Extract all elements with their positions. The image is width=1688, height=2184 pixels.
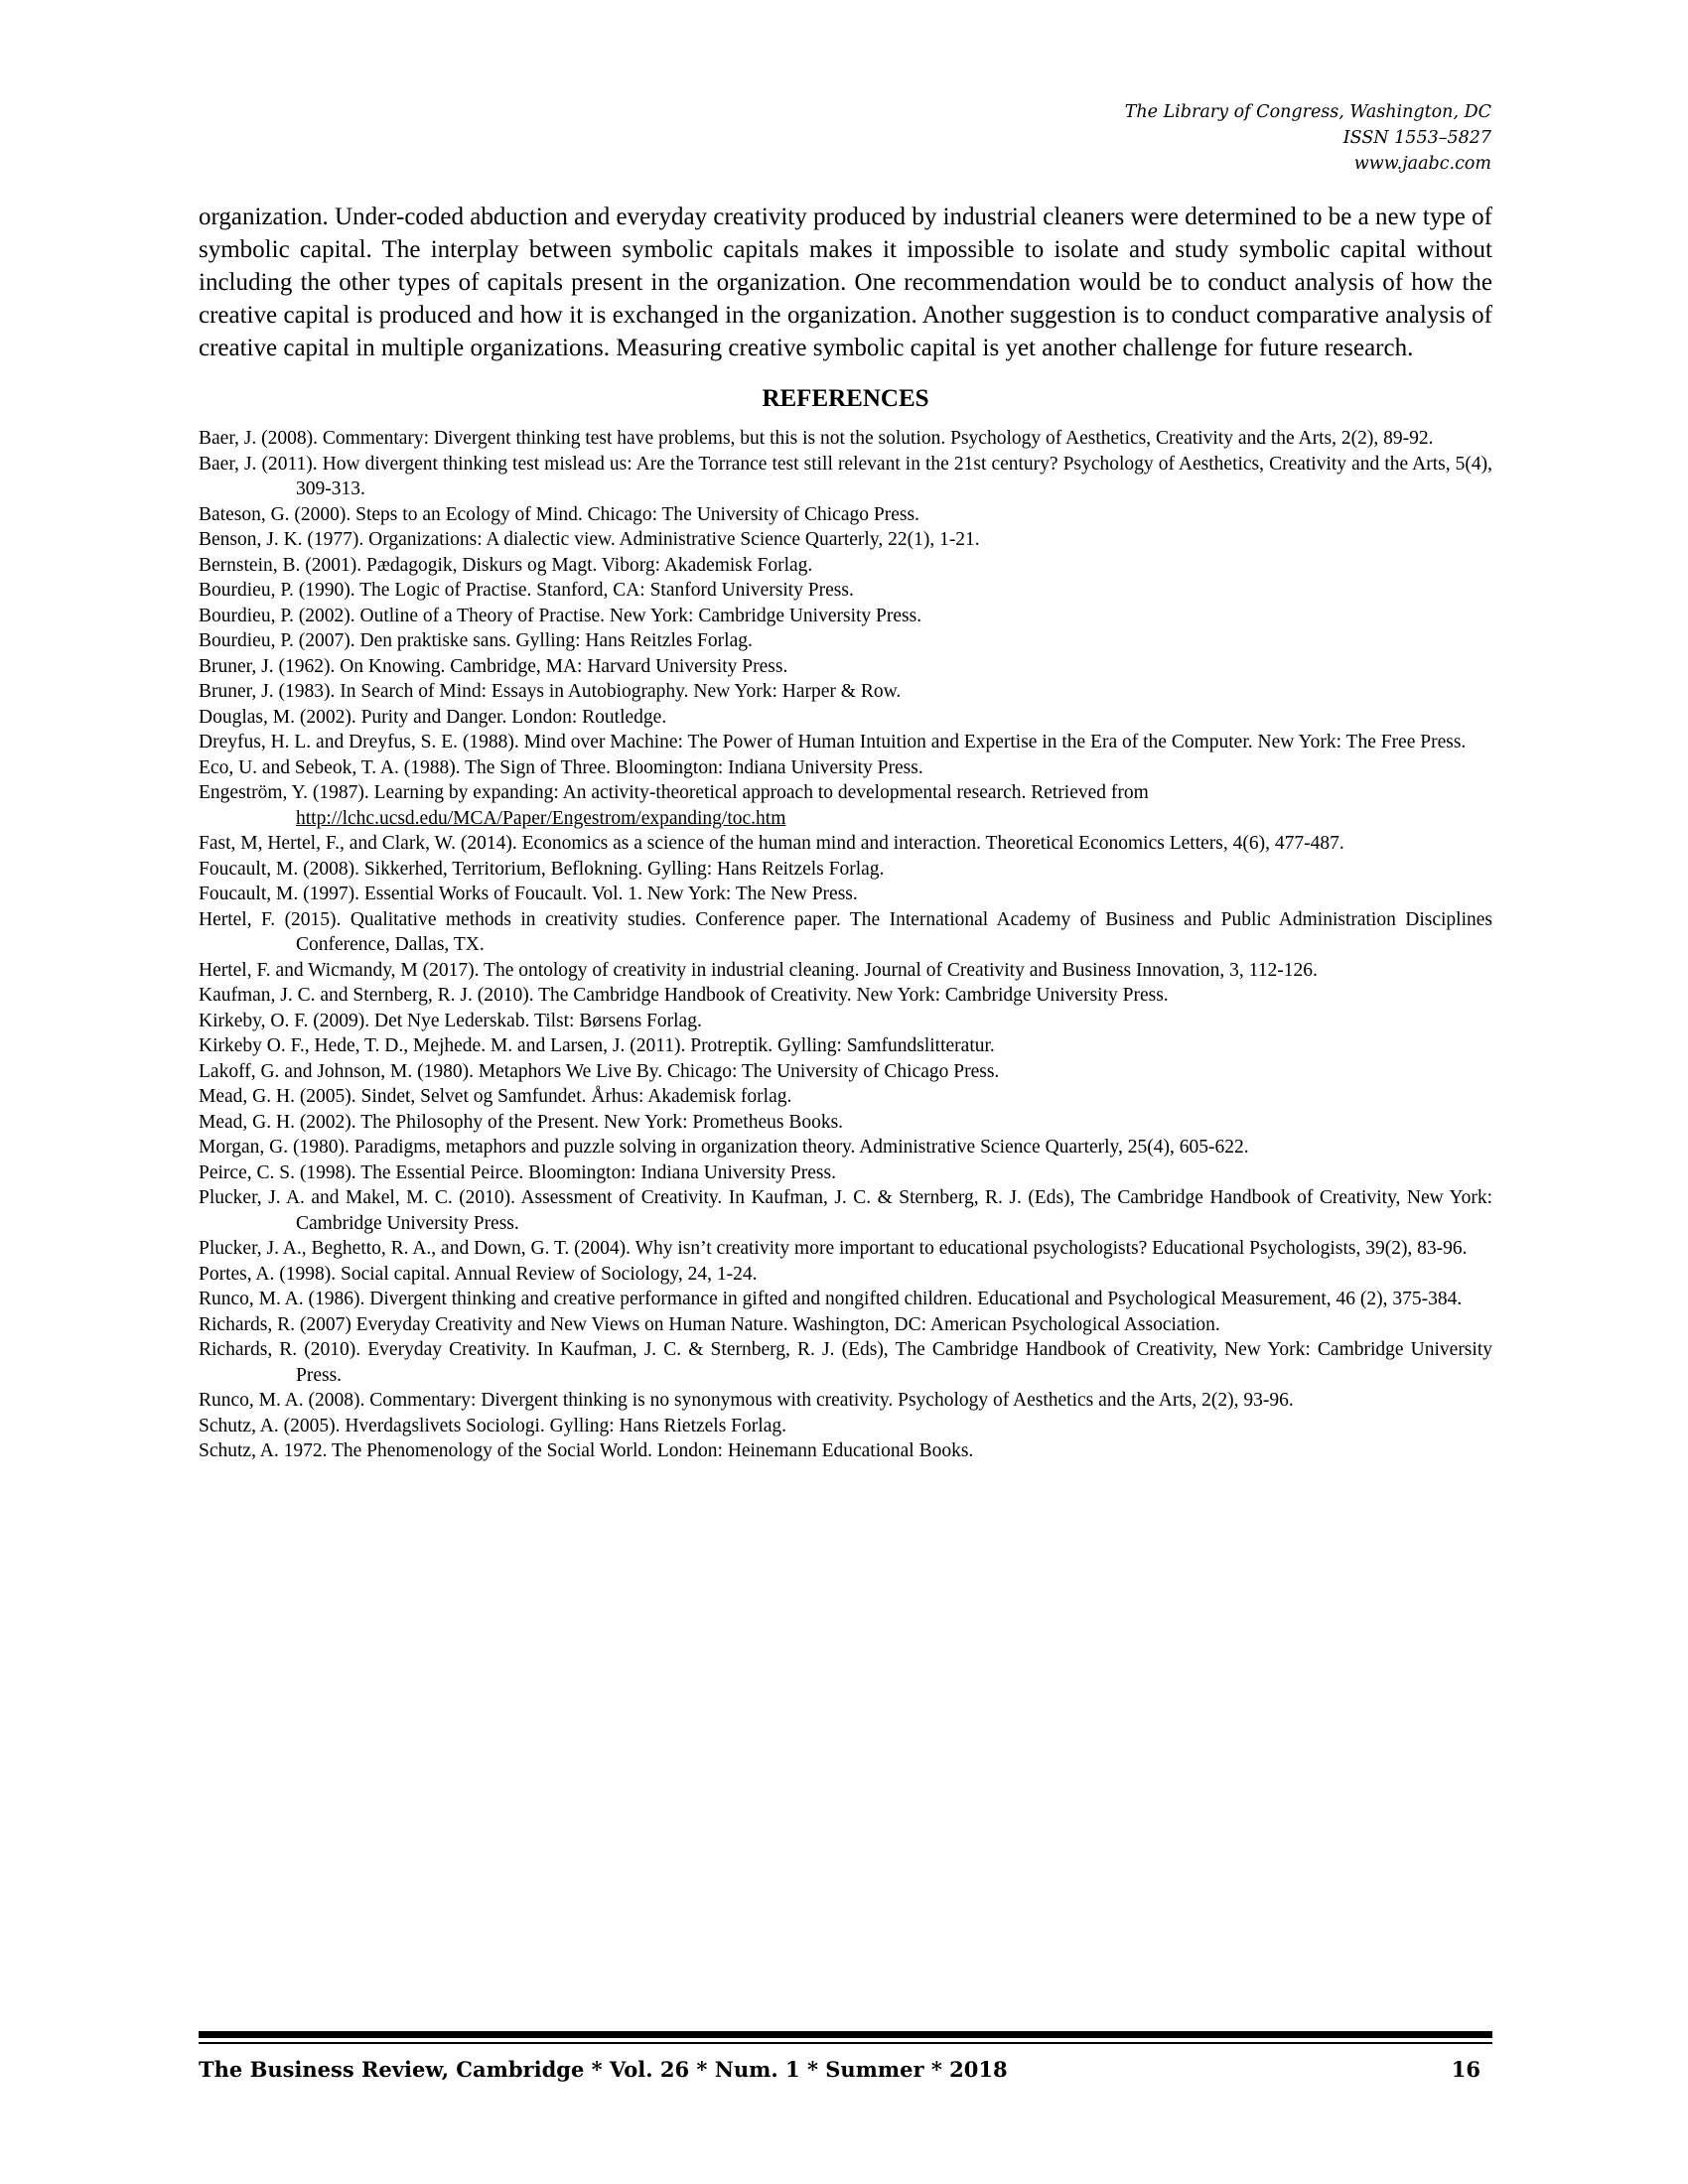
reference-item: Peirce, C. S. (1998). The Essential Peirce. Bloomington: Indiana University Press. (199, 1161, 836, 1183)
reference-item: Kirkeby O. F., Hede, T. D., Mejhede. M. and Larsen, J. (2011). Protreptik. Gylling: Samfundslitteratur. (199, 1035, 995, 1056)
reference-item: Plucker, J. A. and Makel, M. C. (2010). Assessment of Creativity. In Kaufman, J. C. & Sternberg, R. J. (Eds), The Cambridge Handbook of Creativity, New York: Cambridge University Press. (199, 1187, 1492, 1234)
footer-rule-thin (199, 2042, 1492, 2044)
reference-item: Plucker, J. A., Beghetto, R. A., and Down, G. T. (2004). Why isn’t creativity more important to educational psychologists? Educational Psychologists, 39(2), 83-96. (199, 1238, 1468, 1259)
reference-item: Douglas, M. (2002). Purity and Danger. London: Routledge. (199, 706, 667, 728)
references-list (199, 426, 1492, 1464)
reference-item: Schutz, A. 1972. The Phenomenology of the Social World. London: Heinemann Educational Books. (199, 1440, 974, 1461)
reference-item: Foucault, M. (2008). Sikkerhed, Territorium, Beflokning. Gylling: Hans Reitzels Forlag. (199, 858, 885, 880)
reference-item: Benson, J. K. (1977). Organizations: A dialectic view. Administrative Science Quarterly, 22(1), 1-21. (199, 529, 980, 550)
reference-item: Kirkeby, O. F. (2009). Det Nye Lederskab. Tilst: Børsens Forlag. (199, 1010, 702, 1031)
reference-item: Hertel, F. (2015). Qualitative methods in creativity studies. Conference paper. The International Academy of Business and Public Administration Disciplines Conference, Dallas, TX. (199, 908, 1492, 955)
reference-item: Morgan, G. (1980). Paradigms, metaphors and puzzle solving in organization theory. Administrative Science Quarterly, 25(4), 605-622. (199, 1137, 1249, 1158)
reference-item: Baer, J. (2011). How divergent thinking test mislead us: Are the Torrance test still relevant in the 21st century? Psychology of Aesthetics, Creativity and the Arts, 5(4), 309-313. (199, 453, 1492, 499)
reference-item: Richards, R. (2007) Everyday Creativity and New Views on Human Nature. Washington, DC: American Psychological Association. (199, 1313, 1220, 1335)
page-number: 16 (1451, 2057, 1480, 2082)
footer-rule-thick (199, 2031, 1492, 2038)
reference-item: Baer, J. (2008). Commentary: Divergent thinking test have problems, but this is not the solution. Psychology of Aesthetics, Creativity and the Arts, 2(2), 89-92. (199, 428, 1434, 449)
reference-item: Richards, R. (2010). Everyday Creativity. In Kaufman, J. C. & Sternberg, R. J. (Eds), The Cambridge Handbook of Creativity, New York: Cambridge University Press. (199, 1339, 1492, 1386)
reference-item: Foucault, M. (1997). Essential Works of Foucault. Vol. 1. New York: The New Press. (199, 884, 858, 904)
reference-item: Bourdieu, P. (2007). Den praktiske sans. Gylling: Hans Reitzles Forlag. (199, 630, 753, 651)
running-header (796, 99, 1491, 177)
reference-text: Engeström, Y. (1987). Learning by expanding: An activity-theoretical approach to developmental research. Retrieved from (199, 782, 1149, 803)
conclusion-paragraph: organization. Under-coded abduction and everyday creativity produced by industrial cleaners were determined to be a new type of symbolic capital. The interplay between symbolic capitals makes it impossible to isolate and study symbolic capital without including the other types of capitals present in the organization. One recommendation would be to conduct analysis of how the creative capital is produced and how it is exchanged in the organization. Another suggestion is to conduct comparative analysis of creative capital in multiple organizations. Measuring creative symbolic capital is yet another challenge for future research. (199, 204, 1492, 361)
engestrom-link[interactable]: http://lchc.ucsd.edu/MCA/Paper/Engestrom/expanding/toc.htm (296, 807, 786, 829)
references-heading: REFERENCES (762, 385, 929, 412)
reference-item: Hertel, F. and Wicmandy, M (2017). The ontology of creativity in industrial cleaning. Journal of Creativity and Business Innovation, 3, 112-126. (199, 959, 1318, 981)
reference-item: Lakoff, G. and Johnson, M. (1980). Metaphors We Live By. Chicago: The University of Chicago Press. (199, 1060, 1000, 1082)
reference-item: Mead, G. H. (2005). Sindet, Selvet og Samfundet. Århus: Akademisk forlag. (199, 1086, 792, 1107)
page-footer (199, 2055, 1492, 2085)
reference-item: Bourdieu, P. (1990). The Logic of Practise. Stanford, CA: Stanford University Press. (199, 580, 854, 601)
reference-item-engestrom (199, 780, 1492, 831)
reference-item: Runco, M. A. (2008). Commentary: Divergent thinking is no synonymous with creativity. Psychology of Aesthetics and the Arts, 2(2), 93-96. (199, 1390, 1294, 1411)
reference-item: Kaufman, J. C. and Sternberg, R. J. (2010). The Cambridge Handbook of Creativity. New York: Cambridge University Press. (199, 985, 1169, 1006)
reference-item: Mead, G. H. (2002). The Philosophy of the Present. New York: Prometheus Books. (199, 1111, 844, 1133)
header-library: The Library of Congress, Washington, DC (1124, 102, 1491, 122)
reference-item: Fast, M, Hertel, F., and Clark, W. (2014). Economics as a science of the human mind and interaction. Theoretical Economics Letters, 4(6), 477-487. (199, 833, 1344, 854)
header-website: www.jaabc.com (1353, 154, 1491, 174)
reference-item: Portes, A. (1998). Social capital. Annual Review of Sociology, 24, 1-24. (199, 1263, 758, 1285)
reference-item: Schutz, A. (2005). Hverdagslivets Sociologi. Gylling: Hans Rietzels Forlag. (199, 1415, 786, 1436)
reference-item: Bateson, G. (2000). Steps to an Ecology of Mind. Chicago: The University of Chicago Press. (199, 503, 919, 525)
reference-item: Bruner, J. (1962). On Knowing. Cambridge, MA: Harvard University Press. (199, 655, 788, 677)
reference-item: Eco, U. and Sebeok, T. A. (1988). The Sign of Three. Bloomington: Indiana University Press. (199, 756, 923, 778)
footer-journal: The Business Review, Cambridge * Vol. 26 * Num. 1 * Summer * 2018 (199, 2057, 1008, 2082)
reference-item: Bernstein, B. (2001). Pædagogik, Diskurs og Magt. Viborg: Akademisk Forlag. (199, 554, 813, 576)
reference-item: Runco, M. A. (1986). Divergent thinking and creative performance in gifted and nongifted children. Educational and Psychological Measurement, 46 (2), 375-384. (199, 1289, 1463, 1309)
reference-item: Bourdieu, P. (2002). Outline of a Theory of Practise. New York: Cambridge University Press. (199, 605, 922, 626)
header-issn: ISSN 1553–5827 (1342, 128, 1491, 148)
page-content (199, 201, 1492, 1464)
reference-item: Bruner, J. (1983). In Search of Mind: Essays in Autobiography. New York: Harper & Row. (199, 681, 902, 702)
reference-item: Dreyfus, H. L. and Dreyfus, S. E. (1988). Mind over Machine: The Power of Human Intuition and Expertise in the Era of the Computer. New York: The Free Press. (199, 732, 1467, 752)
